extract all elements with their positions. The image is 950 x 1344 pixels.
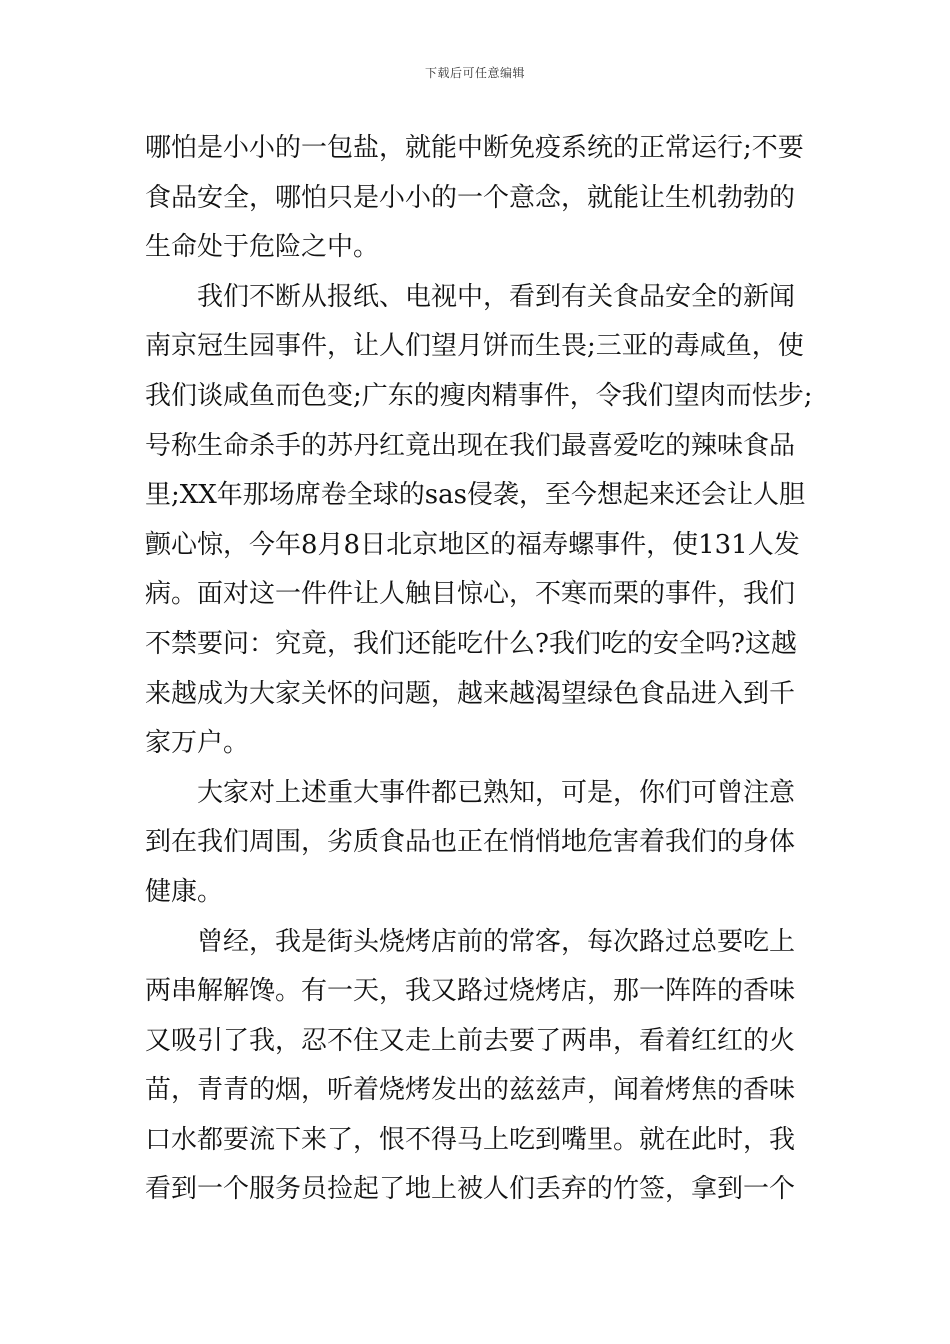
paragraph [145,769,810,918]
text-line: 食品安全，哪怕只是小小的一个意念，就能让生机勃勃的 [145,182,796,213]
document-body [145,124,813,1215]
text-line: 看到一个服务员捡起了地上被人们丢弃的竹签，拿到一个 [145,1174,796,1205]
page-header: 下载后可任意编辑 [424,66,525,80]
paragraph [145,124,810,273]
text-line: 病。面对这一件件让人触目惊心，不寒而栗的事件，我们 [145,579,796,610]
text-line: 苗，青青的烟，听着烧烤发出的兹兹声，闻着烤焦的香味 [145,1075,796,1106]
text-line: 南京冠生园事件，让人们望月饼而生畏;三亚的毒咸鱼，使 [145,331,804,362]
paragraph [145,273,813,769]
text-line: 到在我们周围，劣质食品也正在悄悄地危害着我们的身体 [145,827,796,858]
text-line: 两串解解馋。有一天，我又路过烧烤店，那一阵阵的香味 [145,976,796,1007]
text-line: 健康。 [145,876,224,907]
paragraph [145,918,810,1216]
text-line: 口水都要流下来了，恨不得马上吃到嘴里。就在此时，我 [145,1124,796,1155]
text-line: 里;XX年那场席卷全球的sas侵袭，至今想起来还会让人胆 [145,480,805,511]
text-line: 我们不断从报纸、电视中，看到有关食品安全的新闻 [197,281,796,312]
text-line: 生命处于危险之中。 [145,232,380,263]
text-line: 来越成为大家关怀的问题，越来越渴望绿色食品进入到千 [145,678,796,709]
text-line: 家万户。 [145,728,250,759]
text-line: 我们谈咸鱼而色变;广东的瘦肉精事件，令我们望肉而怯步; [145,380,813,411]
text-line: 曾经，我是街头烧烤店前的常客，每次路过总要吃上 [197,926,796,957]
text-line: 颤心惊，今年8月8日北京地区的福寿螺事件，使131人发 [145,529,800,560]
text-line: 号称生命杀手的苏丹红竟出现在我们最喜爱吃的辣味食品 [145,430,796,461]
text-line: 哪怕是小小的一包盐，就能中断免疫系统的正常运行;不要 [145,133,804,163]
text-line: 不禁要问：究竟，我们还能吃什么?我们吃的安全吗?这越 [145,628,797,659]
text-line: 大家对上述重大事件都已熟知，可是，你们可曾注意 [197,777,796,808]
text-line: 又吸引了我，忍不住又走上前去要了两串，看着红红的火 [145,1025,796,1056]
